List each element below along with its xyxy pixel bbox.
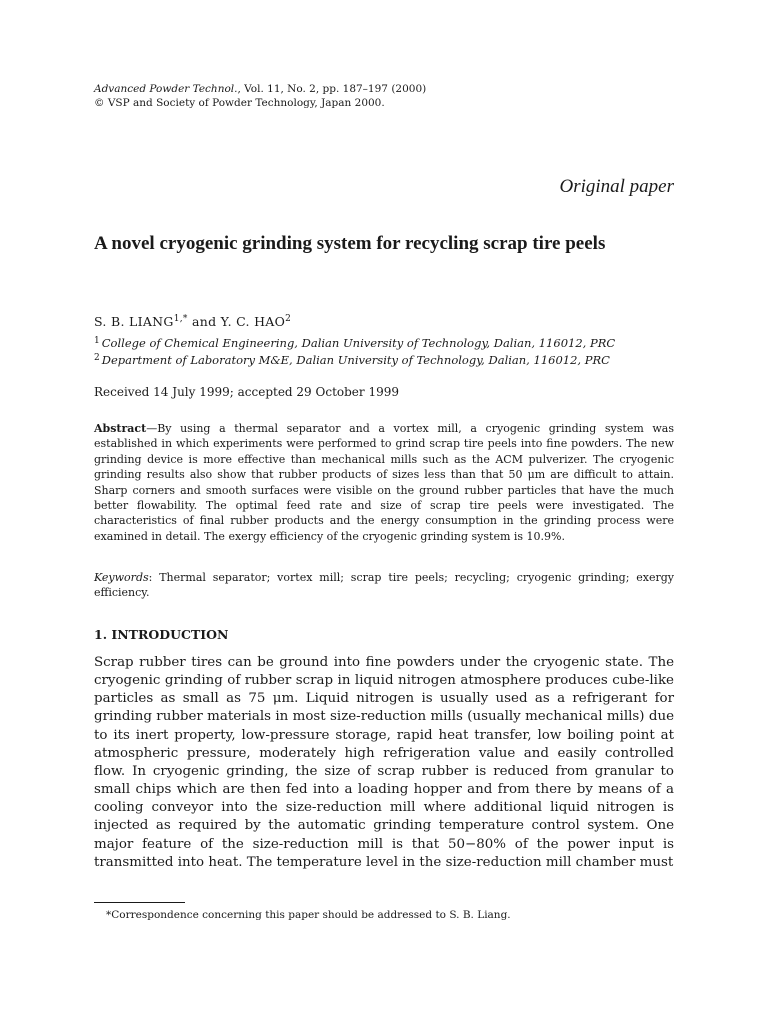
author-conjunction: and [187,314,221,329]
keywords-label: Keywords [94,571,149,584]
affiliation-2-text: Department of Laboratory M&E, Dalian University of Technology, Dalian, 116012, PRC [101,353,610,367]
affiliation-1-number: 1 [94,336,100,346]
intro-paragraph: Scrap rubber tires can be ground into fine powders under the cryogenic state. The cryogenic grinding of rubber scrap in liquid nitrogen atmosphere produces cube-like particles as small as 75 μm. Liquid nitrogen is usually used as a refrigerant for grinding rubber materials in most size-reduction mills (usually mechanical mills) due to its inert property, low-pressure storage, rapid heat transfer, low boiling point at atmospheric pressure, moderately high refrigeration value and easily controlled flow. In cryogenic grinding, the size of scrap rubber is reduced from granular to small chips which are then fed into a loading hopper and from there by means of a cooling conveyor into the size-reduction mill where additional liquid nitrogen is injected as required by the automatic grinding temperature control system. One major feature of the size-reduction mill is that 50−80% of the power input is transmitted into heat. The temperature level in the size-reduction mill chamber must [94,655,674,870]
journal-citation [94,82,426,96]
keywords [94,570,674,601]
footnote: *Correspondence concerning this paper should be addressed to S. B. Liang. [106,909,511,921]
copyright-line: © VSP and Society of Powder Technology, Japan 2000. [94,97,385,109]
section-heading: 1. INTRODUCTION [94,627,229,642]
affiliation-2-number: 2 [94,353,100,363]
affiliation-1-text: College of Chemical Engineering, Dalian University of Technology, Dalian, 116012, PRC [101,336,616,350]
received-dates: Received 14 July 1999; accepted 29 October 1999 [94,385,399,399]
abstract-text: —By using a thermal separator and a vortex mill, a cryogenic grinding system was established in which experiments were performed to grind scrap tire peels into fine powders. The new grinding device is more effective than mechanical mills such as the ACM pulverizer. The cryogenic grinding results also show that rubber products of sizes less than that 50 μm are difficult to attain. Sharp corners and smooth surfaces were visible on the ground rubber particles that have the much better flowability. The optimal feed rate and size of scrap tire peels were investigated. The characteristics of final rubber products and the energy consumption in the grinding process were examined in detail. The exergy efficiency of the cryogenic grinding system is 10.9%. [94,422,674,543]
keywords-text: : Thermal separator; vortex mill; scrap tire peels; recycling; cryogenic grinding; exergy efficiency. [94,571,674,600]
affiliation-2 [94,351,615,368]
journal-header [94,82,426,110]
author-2-superscript: 2 [285,314,292,324]
journal-name: Advanced Powder Technol. [94,83,238,95]
abstract [94,421,674,544]
author-1-name: S. B. LIANG [94,314,174,329]
paper-type: Original paper [559,176,674,197]
journal-volume: , Vol. 11, No. 2, pp. 187–197 (2000) [237,83,427,95]
author-1-superscript: 1,* [173,314,188,324]
paper-title: A novel cryogenic grinding system for recycling scrap tire peels [94,233,606,254]
author-line [94,314,291,329]
author-2-name: Y. C. HAO [220,314,286,329]
affiliations [94,334,615,368]
affiliation-1 [94,334,615,351]
abstract-label: Abstract [94,422,147,435]
footnote-rule [94,902,185,903]
